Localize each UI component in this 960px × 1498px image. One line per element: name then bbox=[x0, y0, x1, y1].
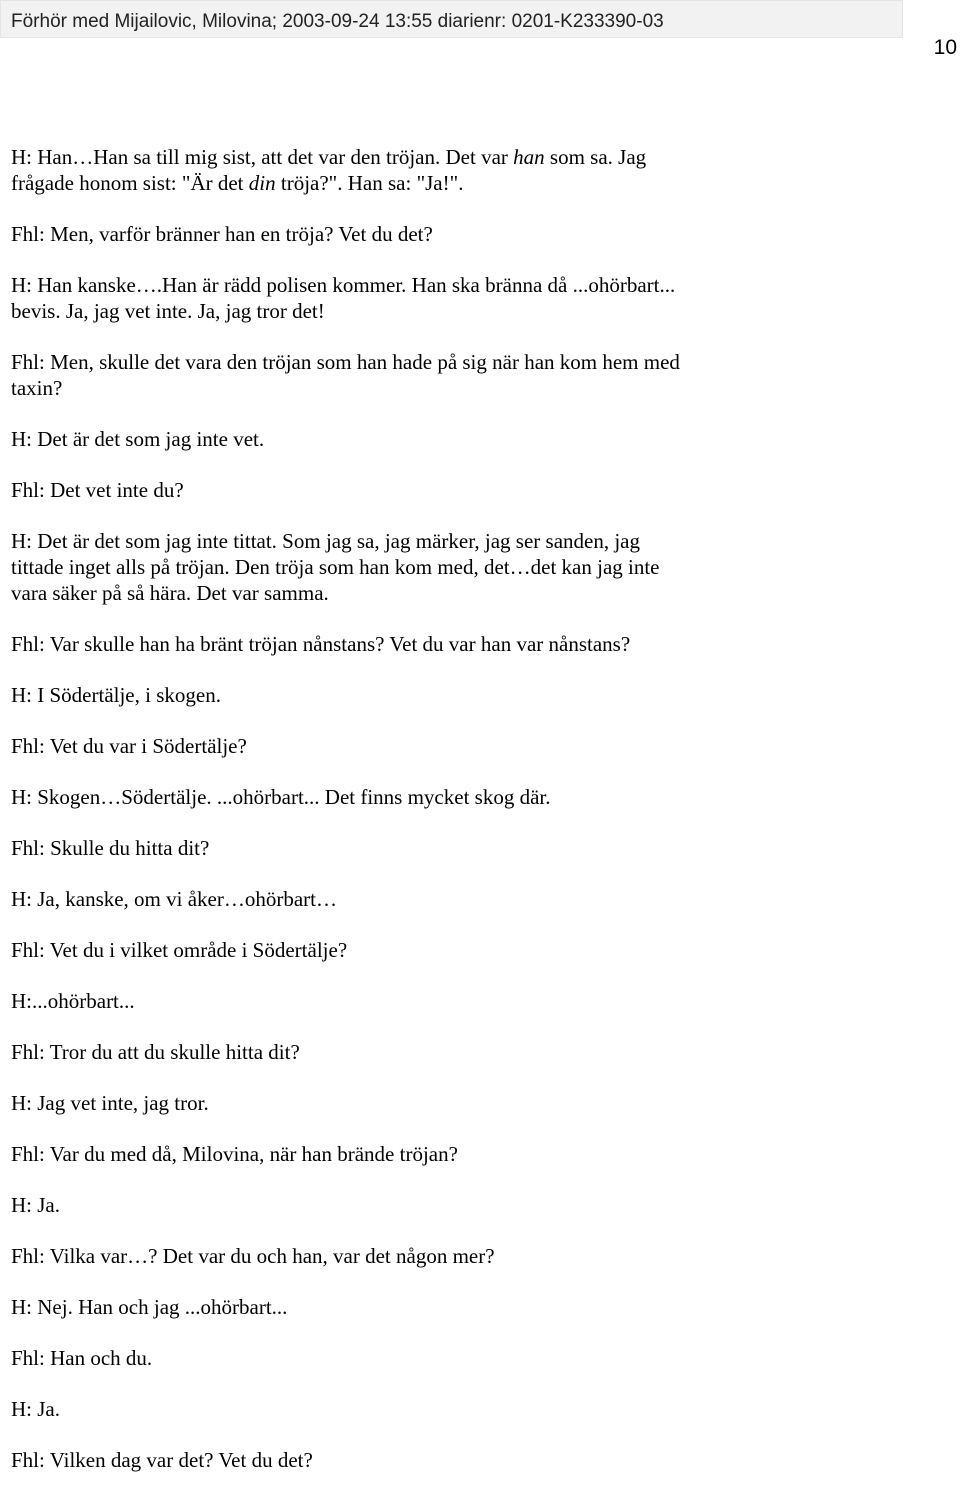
transcript-paragraph bbox=[11, 733, 811, 759]
transcript-paragraph bbox=[11, 1039, 811, 1065]
transcript-paragraph bbox=[11, 349, 811, 401]
transcript-paragraph bbox=[11, 631, 811, 657]
header-text: Förhör med Mijailovic, Milovina; 2003-09-24 13:55 diarienr: 0201-K233390-03 bbox=[11, 11, 664, 32]
transcript-paragraph bbox=[11, 784, 811, 810]
transcript-line: taxin? bbox=[11, 376, 63, 400]
transcript-paragraph bbox=[11, 1396, 811, 1422]
transcript-line: Fhl: Vet du var i Södertälje? bbox=[11, 734, 247, 758]
transcript-line: H: Ja, kanske, om vi åker…ohörbart… bbox=[11, 887, 338, 911]
transcript-line: H: Nej. Han och jag ...ohörbart... bbox=[11, 1295, 288, 1319]
transcript-line: bevis. Ja, jag vet inte. Ja, jag tror det! bbox=[11, 299, 325, 323]
transcript-paragraph bbox=[11, 886, 811, 912]
transcript-line: H:...ohörbart... bbox=[11, 989, 135, 1013]
transcript-paragraph bbox=[11, 477, 811, 503]
transcript-line: H: Ja. bbox=[11, 1397, 60, 1421]
transcript-paragraph bbox=[11, 1141, 811, 1167]
transcript-line: H: Jag vet inte, jag tror. bbox=[11, 1091, 209, 1115]
transcript-paragraph bbox=[11, 221, 811, 247]
transcript-line: Fhl: Var skulle han ha bränt tröjan nånstans? Vet du var han var nånstans? bbox=[11, 632, 631, 656]
transcript-line: Fhl: Vilken dag var det? Vet du det? bbox=[11, 1448, 313, 1472]
transcript-line: frågade honom sist: "Är det din tröja?". Han sa: "Ja!". bbox=[11, 171, 464, 195]
transcript-line: Fhl: Skulle du hitta dit? bbox=[11, 836, 210, 860]
transcript-line: vara säker på så härа. Det var samma. bbox=[11, 581, 329, 605]
transcript-line: Fhl: Det vet inte du? bbox=[11, 478, 184, 502]
transcript-paragraph bbox=[11, 1243, 811, 1269]
transcript-line: Fhl: Men, skulle det vara den tröjan som han hade på sig när han kom hem med bbox=[11, 350, 680, 374]
emphasis: din bbox=[248, 171, 276, 195]
transcript-line: H: I Södertälje, i skogen. bbox=[11, 683, 221, 707]
transcript-paragraph bbox=[11, 988, 811, 1014]
transcript-line: Fhl: Men, varför bränner han en tröja? Vet du det? bbox=[11, 222, 433, 246]
document-header bbox=[0, 0, 903, 38]
transcript-paragraph bbox=[11, 528, 811, 606]
transcript-line: H: Det är det som jag inte tittat. Som jag sa, jag märker, jag ser sanden, jag bbox=[11, 529, 640, 553]
emphasis: han bbox=[513, 145, 545, 169]
transcript-paragraph bbox=[11, 1192, 811, 1218]
transcript-line: Fhl: Tror du att du skulle hitta dit? bbox=[11, 1040, 300, 1064]
transcript-paragraph bbox=[11, 682, 811, 708]
transcript-line: H: Han…Han sa till mig sist, att det var den tröjan. Det var han som sa. Jag bbox=[11, 145, 647, 169]
transcript-paragraph bbox=[11, 144, 811, 196]
transcript-paragraph bbox=[11, 426, 811, 452]
transcript-line: Fhl: Vet du i vilket område i Södertälje? bbox=[11, 938, 348, 962]
transcript-paragraph bbox=[11, 1090, 811, 1116]
transcript-line: H: Skogen…Södertälje. ...ohörbart... Det finns mycket skog där. bbox=[11, 785, 551, 809]
transcript-paragraph bbox=[11, 1294, 811, 1320]
transcript-line: H: Ja. bbox=[11, 1193, 60, 1217]
transcript-body bbox=[11, 144, 811, 1498]
transcript-line: Fhl: Han och du. bbox=[11, 1346, 153, 1370]
transcript-paragraph bbox=[11, 835, 811, 861]
transcript-paragraph bbox=[11, 937, 811, 963]
transcript-paragraph bbox=[11, 1447, 811, 1473]
transcript-line: H: Det är det som jag inte vet. bbox=[11, 427, 265, 451]
transcript-line: Fhl: Var du med då, Milovina, när han brände tröjan? bbox=[11, 1142, 458, 1166]
page-number: 10 bbox=[933, 36, 957, 59]
transcript-line: H: Han kanske….Han är rädd polisen kommer. Han ska bränna då ...ohörbart... bbox=[11, 273, 676, 297]
transcript-line: Fhl: Vilka var…? Det var du och han, var det någon mer? bbox=[11, 1244, 495, 1268]
transcript-paragraph bbox=[11, 1345, 811, 1371]
transcript-line: tittade inget alls på tröjan. Den tröja som han kom med, det…det kan jag inte bbox=[11, 555, 660, 579]
transcript-paragraph bbox=[11, 272, 811, 324]
